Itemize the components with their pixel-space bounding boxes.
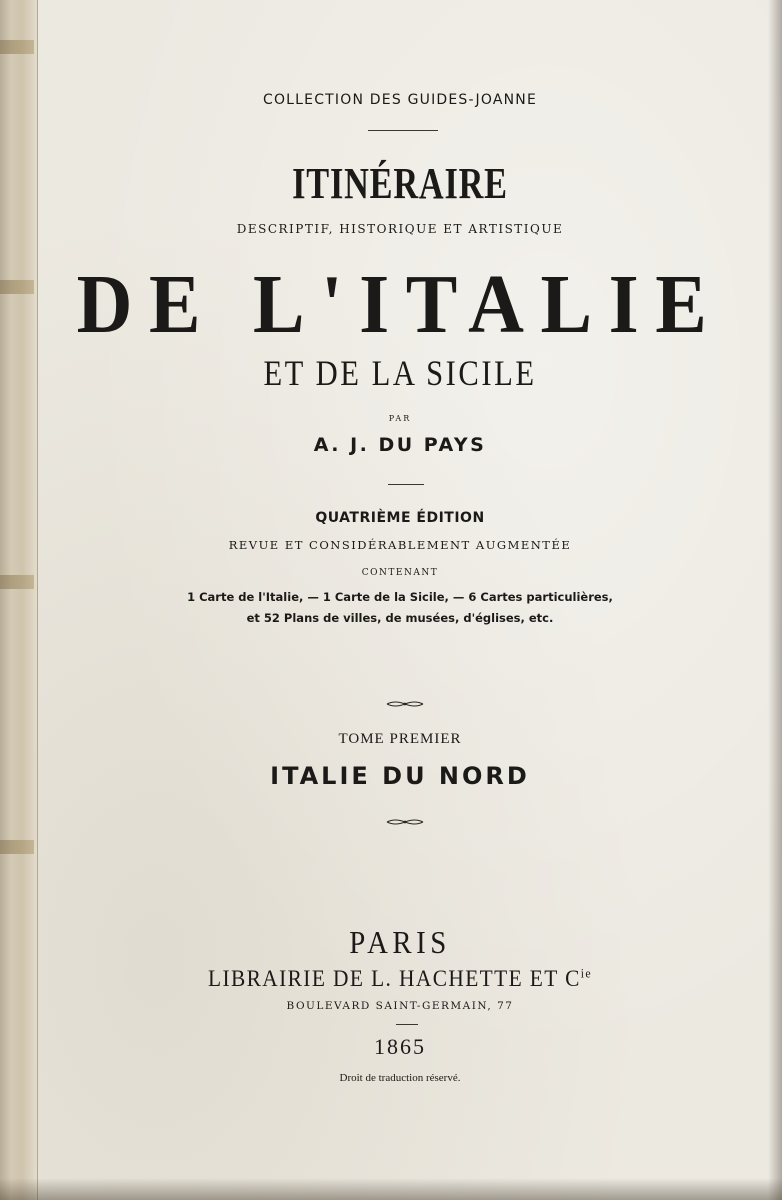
book-spine-edge: [0, 0, 38, 1200]
publisher-text: LIBRAIRIE DE L. HACHETTE ET C: [207, 966, 581, 991]
publication-year: 1865: [374, 1034, 426, 1059]
ornament-icon: [385, 817, 425, 827]
edition-label: QUATRIÈME ÉDITION: [315, 510, 485, 526]
contents-label: CONTENANT: [361, 568, 439, 578]
binding-thread: [0, 840, 34, 854]
main-title: DE L'ITALIE: [76, 258, 724, 351]
binding-thread: [0, 280, 34, 294]
divider-rule: [396, 1024, 418, 1025]
volume-title: ITALIE DU NORD: [270, 762, 530, 790]
page-bottom-shadow: [0, 1178, 782, 1200]
ornament-icon: [385, 699, 425, 709]
title-subline: DESCRIPTIF, HISTORIQUE ET ARTISTIQUE: [236, 222, 564, 236]
title-line-3: ET DE LA SICILE: [263, 353, 537, 393]
publisher-superscript: ie: [580, 966, 593, 981]
revision-note: REVUE ET CONSIDÉRABLEMENT AUGMENTÉE: [228, 538, 572, 552]
publisher-address: BOULEVARD SAINT-GERMAIN, 77: [286, 1000, 514, 1012]
rights-note: Droit de traduction réservé.: [339, 1072, 461, 1084]
page-edge-shadow: [768, 0, 782, 1200]
title-line-1: ITINÉRAIRE: [292, 159, 508, 208]
contents-line-1: 1 Carte de l'Italie, — 1 Carte de la Sicile, — 6 Cartes particulières,: [187, 590, 613, 604]
publication-city: PARIS: [349, 924, 451, 960]
tome-label: TOME PREMIER: [338, 731, 462, 747]
binding-thread: [0, 40, 34, 54]
publisher-name: [65, 966, 735, 992]
collection-name: COLLECTION DES GUIDES-JOANNE: [262, 92, 538, 108]
divider-rule: [368, 130, 438, 131]
author-name: A. J. DU PAYS: [313, 434, 487, 456]
by-label: PAR: [388, 414, 412, 423]
binding-thread: [0, 575, 34, 589]
contents-line-2: et 52 Plans de villes, de musées, d'églises, etc.: [246, 611, 554, 625]
divider-rule: [388, 484, 424, 485]
